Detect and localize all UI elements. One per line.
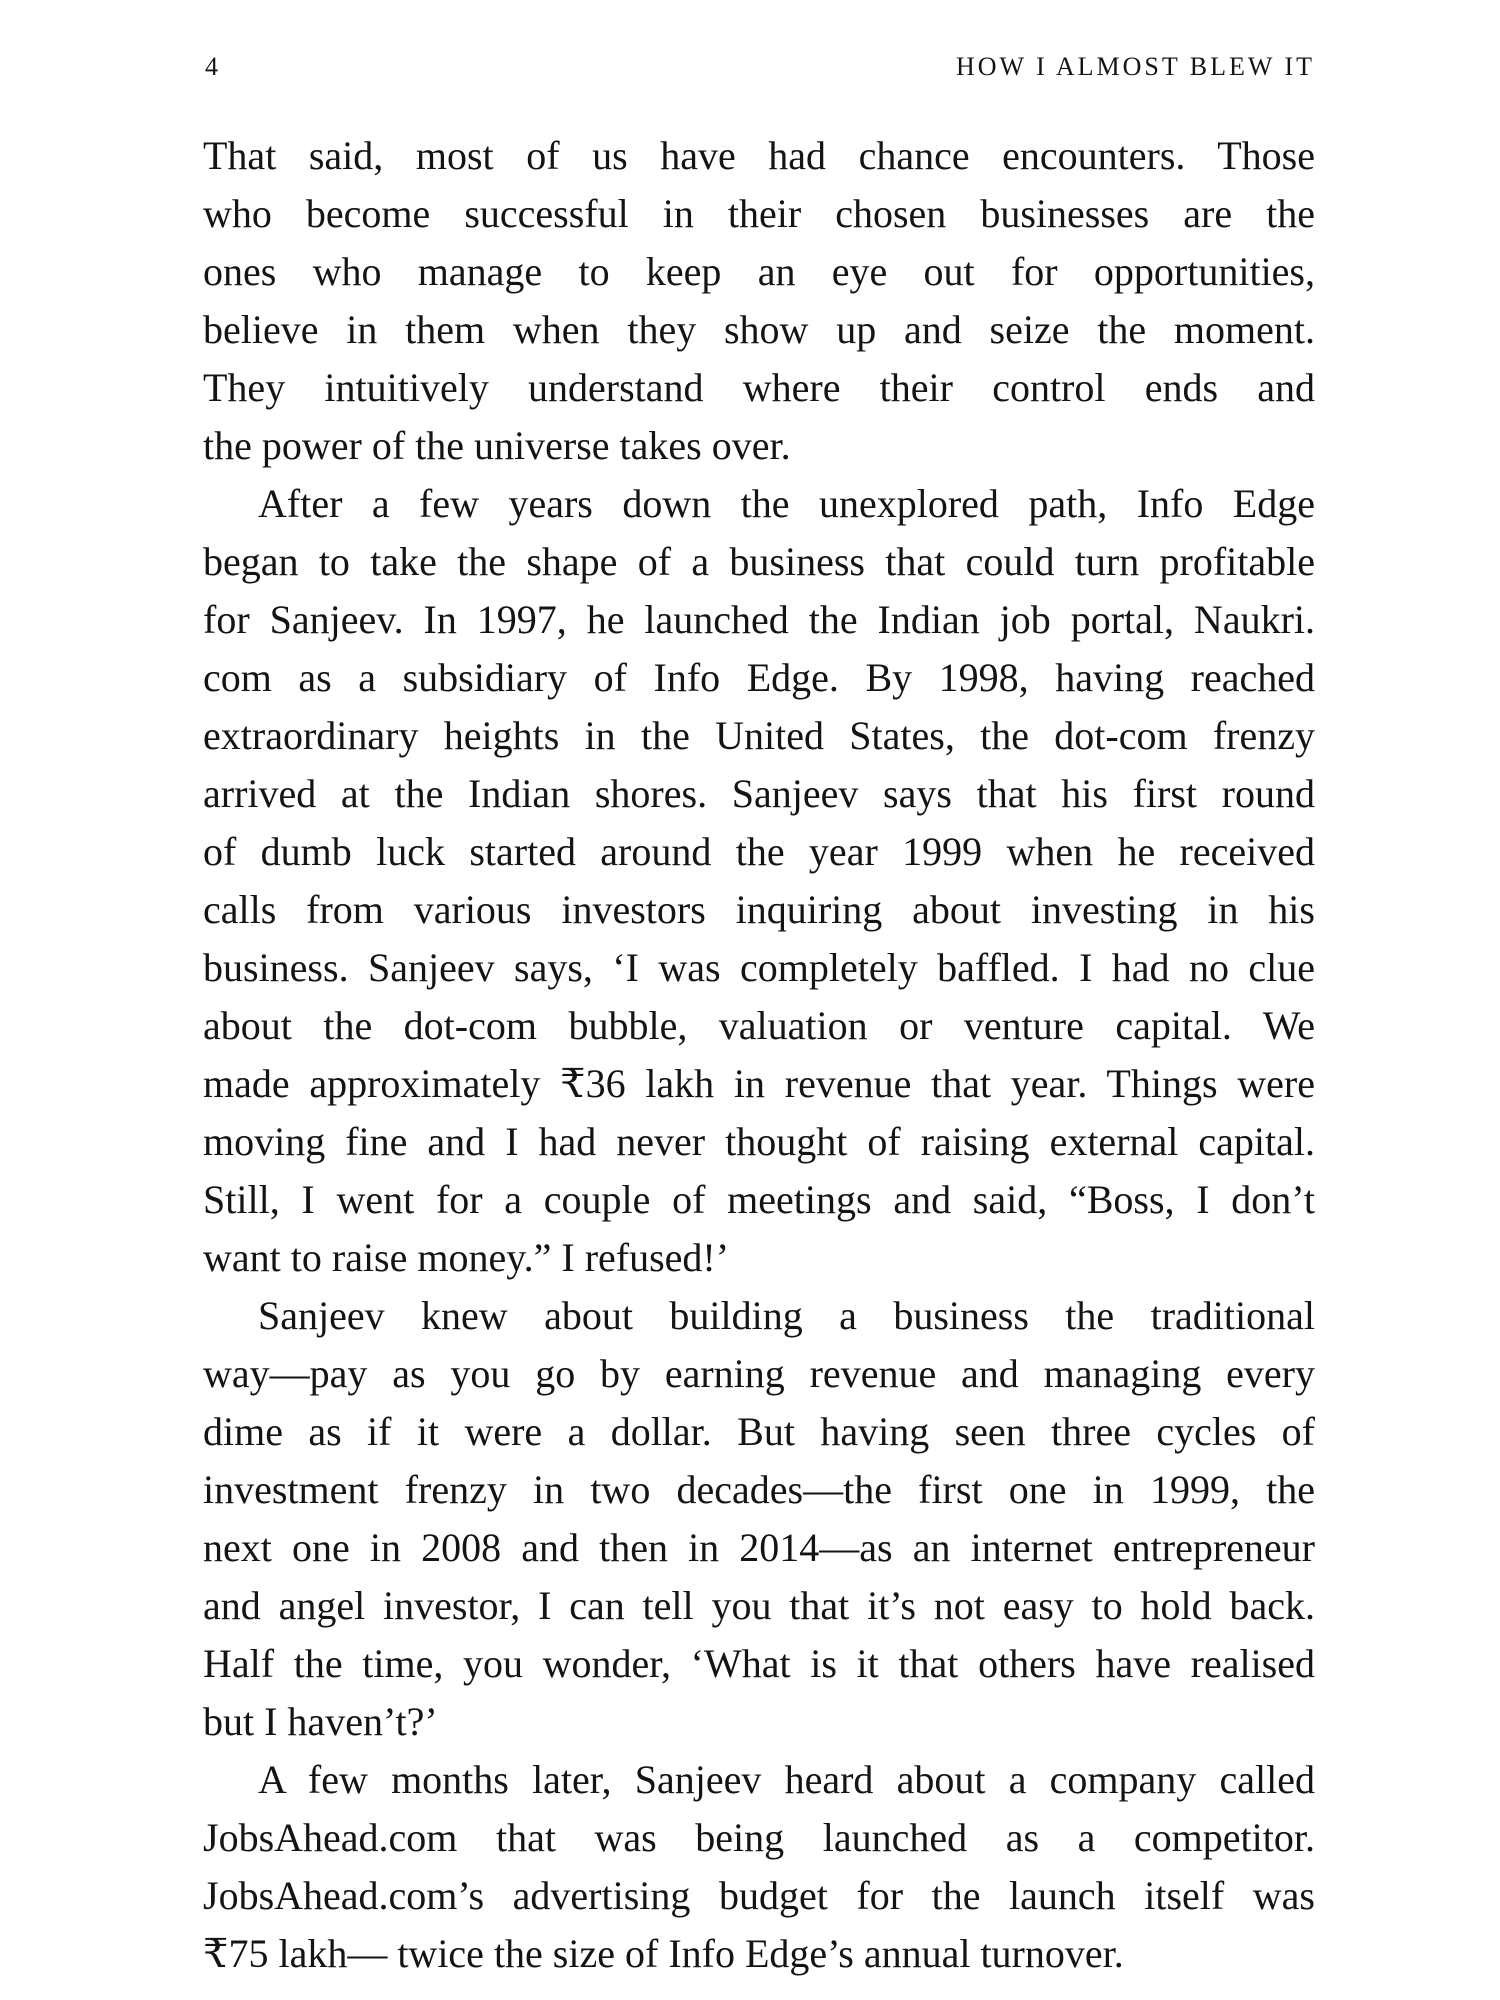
paragraph-1 — [203, 127, 1315, 475]
text-line: business. Sanjeev says, ‘I was completely baffled. I had no clue — [203, 945, 1315, 990]
body-text — [203, 127, 1315, 1983]
text-line: That said, most of us have had chance encounters. Those — [203, 133, 1315, 178]
text-line: of dumb luck started around the year 1999 when he received — [203, 829, 1315, 874]
page-header — [205, 44, 1315, 84]
text-line: believe in them when they show up and seize the moment. — [203, 307, 1315, 352]
text-line: made approximately ₹36 lakh in revenue that year. Things were — [203, 1061, 1315, 1106]
text-line: extraordinary heights in the United States, the dot-com frenzy — [203, 713, 1315, 758]
text-line: want to raise money.” I refused!’ — [203, 1235, 730, 1280]
text-line: Sanjeev knew about building a business the traditional — [258, 1293, 1315, 1338]
paragraph-4 — [203, 1751, 1315, 1983]
text-line: dime as if it were a dollar. But having seen three cycles of — [203, 1409, 1315, 1454]
text-line: moving fine and I had never thought of raising external capital. — [203, 1119, 1315, 1164]
text-line: arrived at the Indian shores. Sanjeev says that his first round — [203, 771, 1315, 816]
running-head: HOW I ALMOST BLEW IT — [956, 52, 1315, 81]
page-number: 4 — [205, 52, 218, 81]
text-line: way—pay as you go by earning revenue and managing every — [203, 1351, 1315, 1396]
text-line: began to take the shape of a business that could turn profitable — [203, 539, 1315, 584]
text-line: and angel investor, I can tell you that it’s not easy to hold back. — [203, 1583, 1315, 1628]
text-line: about the dot-com bubble, valuation or venture capital. We — [203, 1003, 1315, 1048]
text-line: Half the time, you wonder, ‘What is it that others have realised — [203, 1641, 1315, 1686]
text-line: for Sanjeev. In 1997, he launched the Indian job portal, Naukri. — [203, 597, 1315, 642]
text-line: but I haven’t?’ — [203, 1699, 438, 1744]
text-line: next one in 2008 and then in 2014—as an internet entrepreneur — [203, 1525, 1315, 1570]
paragraph-3 — [203, 1287, 1315, 1751]
text-line: the power of the universe takes over. — [203, 423, 791, 468]
text-line: calls from various investors inquiring about investing in his — [203, 887, 1315, 932]
text-line: investment frenzy in two decades—the first one in 1999, the — [203, 1467, 1315, 1512]
text-line: A few months later, Sanjeev heard about a company called — [258, 1757, 1315, 1802]
text-line: com as a subsidiary of Info Edge. By 1998, having reached — [203, 655, 1315, 700]
text-line: JobsAhead.com’s advertising budget for the launch itself was — [203, 1873, 1315, 1918]
text-line: who become successful in their chosen businesses are the — [203, 191, 1315, 236]
text-line: Still, I went for a couple of meetings and said, “Boss, I don’t — [203, 1177, 1315, 1222]
text-line: ones who manage to keep an eye out for opportunities, — [203, 249, 1315, 294]
text-line: JobsAhead.com that was being launched as a competitor. — [203, 1815, 1315, 1860]
text-line: After a few years down the unexplored path, Info Edge — [258, 481, 1315, 526]
text-line: ₹75 lakh— twice the size of Info Edge’s annual turnover. — [203, 1931, 1124, 1976]
text-line: They intuitively understand where their control ends and — [203, 365, 1315, 410]
paragraph-2 — [203, 475, 1315, 1287]
